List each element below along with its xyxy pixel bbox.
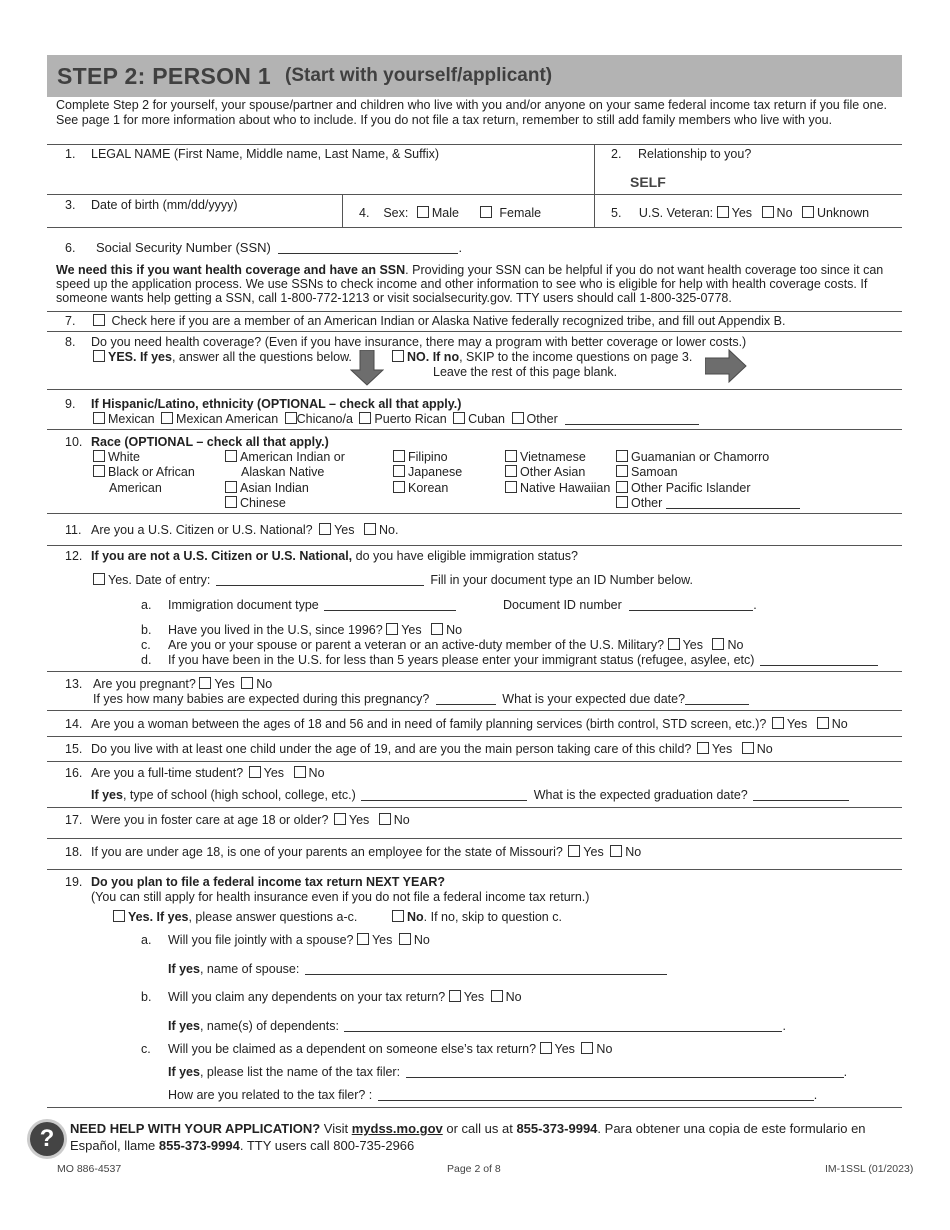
race-white-checkbox[interactable] xyxy=(93,450,105,462)
tax-filer-relationship-input[interactable] xyxy=(378,1088,814,1101)
tribe-checkbox[interactable] xyxy=(93,314,105,326)
ethnicity-cuban-checkbox[interactable] xyxy=(453,412,465,424)
relationship-value: SELF xyxy=(630,174,666,190)
coverage-yes-checkbox[interactable] xyxy=(93,350,105,362)
race-asian-indian-checkbox[interactable] xyxy=(225,481,237,493)
tax-filer-name-input[interactable] xyxy=(406,1065,844,1078)
family-planning-yes-checkbox[interactable] xyxy=(772,717,784,729)
sex-female-checkbox[interactable] xyxy=(480,206,492,218)
file-jointly-no-checkbox[interactable] xyxy=(399,933,411,945)
q16-number: 16. xyxy=(65,766,83,780)
school-type-input[interactable] xyxy=(361,788,527,801)
sex-male-checkbox[interactable] xyxy=(417,206,429,218)
claim-dependents-yes-checkbox[interactable] xyxy=(449,990,461,1002)
tax-return-note: (You can still apply for health insurance even if you do not file a federal income tax return.) xyxy=(91,890,590,904)
step-subtitle: (Start with yourself/applicant) xyxy=(285,65,553,86)
child-care-yes-checkbox[interactable] xyxy=(697,742,709,754)
q18-number: 18. xyxy=(65,845,83,859)
help-website-link[interactable]: mydss.mo.gov xyxy=(351,1121,443,1136)
help-question-icon: ? xyxy=(30,1122,64,1156)
arrow-down-icon xyxy=(350,350,384,386)
q17-number: 17. xyxy=(65,813,83,827)
health-coverage-label: Do you need health coverage? (Even if you have insurance, there may a program with better coverage or lower costs.) xyxy=(91,335,747,349)
coverage-no-note: Leave the rest of this page blank. xyxy=(433,365,618,379)
ssn-input[interactable] xyxy=(278,241,458,254)
row-name-relationship xyxy=(47,145,902,195)
help-phone: 855-373-9994 xyxy=(516,1121,598,1136)
row-pregnant: 13. Are you pregnant? Yes No If yes how many babies are expected during this pregnancy? What is your expected due date? xyxy=(47,672,902,711)
race-other-checkbox[interactable] xyxy=(616,496,628,508)
q13-number: 13. xyxy=(65,677,83,691)
spouse-name-input[interactable] xyxy=(305,962,667,975)
row-race: 10. Race (OPTIONAL – check all that apply.) White Black or African American American Indian or Alaskan Native Asian Indian Chinese Filipino Japanese Korean Vietnamese Other Asian Native Hawaiian Guamanian or Chamorro Samoan Other Pacific Islander Other xyxy=(47,430,902,514)
row-child-care: 15. Do you live with at least one child under the age of 19, and are you the main person taking care of this child? Yes No xyxy=(47,737,902,762)
race-chinese-checkbox[interactable] xyxy=(225,496,237,508)
race-other-input[interactable] xyxy=(666,496,800,509)
ethnicity-options: Mexican Mexican American Chicano/a Puerto Rican Cuban Other xyxy=(93,412,699,426)
q6-number: 6. xyxy=(65,241,76,255)
row-tribe xyxy=(47,312,902,332)
form-revision: IM-1SSL (01/2023) xyxy=(825,1163,914,1175)
claimed-dependent-yes-checkbox[interactable] xyxy=(540,1042,552,1054)
date-of-entry-input[interactable] xyxy=(216,573,424,586)
immigration-yes-checkbox[interactable] xyxy=(93,573,105,585)
state-employee-yes-checkbox[interactable] xyxy=(568,845,580,857)
q8-number: 8. xyxy=(65,335,76,349)
ssn-field: Social Security Number (SSN) . xyxy=(96,240,463,255)
citizen-yes-checkbox[interactable] xyxy=(319,523,331,535)
relationship-label: Relationship to you? xyxy=(638,147,752,161)
legal-name-label: LEGAL NAME (First Name, Middle name, Last Name, & Suffix) xyxy=(91,147,440,161)
race-samoan-checkbox[interactable] xyxy=(616,465,628,477)
row-citizen: 11. Are you a U.S. Citizen or U.S. National? Yes No. xyxy=(47,514,902,546)
tribe-label: Check here if you are a member of an American Indian or Alaska Native federally recognized tribe, and fill out Appendix B. xyxy=(111,314,786,328)
race-native-hawaiian-checkbox[interactable] xyxy=(505,481,517,493)
ethnicity-other-input[interactable] xyxy=(565,412,699,425)
ethnicity-puerto-rican-checkbox[interactable] xyxy=(359,412,371,424)
row-health-coverage: 8. Do you need health coverage? (Even if you have insurance, there may a program with better coverage or lower costs.) YES. If yes, answer all the questions below. NO. If no, SKIP to the income questions on page 3. Leave the rest of this page blank. xyxy=(47,332,902,390)
form-page xyxy=(47,55,902,1108)
q2-number: 2. xyxy=(611,147,622,161)
q14-number: 14. xyxy=(65,717,83,731)
veteran-yes-checkbox[interactable] xyxy=(717,206,729,218)
race-filipino-checkbox[interactable] xyxy=(393,450,405,462)
row-tax-return: 19. Do you plan to file a federal income tax return NEXT YEAR? (You can still apply for health insurance even if you do not file a federal income tax return.) Yes. If yes, please answer questions a-c. No. If no, skip to question c. a. Will you file jointly with a spouse? Yes No If yes, name of spouse: b. Will you claim any dependents on your tax return? Yes No If yes, name(s) of dependents: . c. Will you be claimed as a dependent on someone else’s tax return? Yes No If yes, please list the name of the tax filer: . How are you related to the tax filer? : . xyxy=(47,870,902,1108)
race-american-indian-checkbox[interactable] xyxy=(225,450,237,462)
pregnant-no-checkbox[interactable] xyxy=(241,677,253,689)
tax-return-label: Do you plan to file a federal income tax return NEXT YEAR? xyxy=(91,875,446,889)
child-care-no-checkbox[interactable] xyxy=(742,742,754,754)
graduation-date-input[interactable] xyxy=(753,788,849,801)
dependents-names-input[interactable] xyxy=(344,1019,782,1032)
row-student: 16. Are you a full-time student? Yes No If yes, type of school (high school, college, etc.) What is the expected graduation date? xyxy=(47,762,902,808)
immigrant-status-input[interactable] xyxy=(760,653,878,666)
step-title: STEP 2: PERSON 1 xyxy=(57,62,272,89)
foster-care-no-checkbox[interactable] xyxy=(379,813,391,825)
divider xyxy=(594,145,595,194)
student-no-checkbox[interactable] xyxy=(294,766,306,778)
tax-return-yes-checkbox[interactable] xyxy=(113,910,125,922)
veteran-field: 5. U.S. Veteran: Yes No Unknown xyxy=(611,206,870,220)
q9-number: 9. xyxy=(65,397,76,411)
q10-number: 10. xyxy=(65,435,83,449)
q11-number: 11. xyxy=(65,523,82,537)
race-vietnamese-checkbox[interactable] xyxy=(505,450,517,462)
claim-dependents-no-checkbox[interactable] xyxy=(491,990,503,1002)
veteran-no-checkbox[interactable] xyxy=(762,206,774,218)
babies-expected-input[interactable] xyxy=(436,692,496,705)
document-id-input[interactable] xyxy=(629,598,753,611)
q15-number: 15. xyxy=(65,742,83,756)
ethnicity-other-checkbox[interactable] xyxy=(512,412,524,424)
student-yes-checkbox[interactable] xyxy=(249,766,261,778)
coverage-no-checkbox[interactable] xyxy=(392,350,404,362)
veteran-military-yes-checkbox[interactable] xyxy=(668,638,680,650)
page-number: Page 2 of 8 xyxy=(447,1163,501,1175)
ethnicity-label: If Hispanic/Latino, ethnicity (OPTIONAL – check all that apply.) xyxy=(91,397,462,411)
race-korean-checkbox[interactable] xyxy=(393,481,405,493)
q3-number: 3. xyxy=(65,198,76,212)
veteran-unknown-checkbox[interactable] xyxy=(802,206,814,218)
race-black-checkbox[interactable] xyxy=(93,465,105,477)
race-other-pi-checkbox[interactable] xyxy=(616,481,628,493)
file-jointly-yes-checkbox[interactable] xyxy=(357,933,369,945)
due-date-input[interactable] xyxy=(685,692,749,705)
q7-number: 7. xyxy=(65,314,76,328)
ssn-note: We need this if you want health coverage and have an SSN. Providing your SSN can be helpful if you do not want health coverage too since it can speed up the application process. We use SSNs to check income and other information to see who is eligible for help with health coverage costs. If someone wants help getting a SSN, call 1-800-772-1213 or visit socialsecurity.gov. TTY users should call 1-800-325-0778. xyxy=(56,263,884,305)
tax-return-no-checkbox[interactable] xyxy=(392,910,404,922)
row-immigration: 12. If you are not a U.S. Citizen or U.S. National, do you have eligible immigration status? Yes. Date of entry: Fill in your document type an ID Number below. a. Immigration document type Document ID number . b. Have you lived in the U.S, since 1996? Yes No c. Are you or your spouse or parent a veteran or an active-duty member of the U.S. Military? Yes No d. If you have been in the U.S. for less than 5 years please enter your immigrant status (refugee, asylee, etc) xyxy=(47,546,902,672)
divider xyxy=(594,195,595,227)
row-ssn xyxy=(47,228,902,312)
arrow-right-icon xyxy=(705,349,747,383)
lived-since-1996-yes-checkbox[interactable] xyxy=(386,623,398,635)
q19-number: 19. xyxy=(65,875,83,889)
ethnicity-mexican-checkbox[interactable] xyxy=(93,412,105,424)
citizen-no-checkbox[interactable] xyxy=(364,523,376,535)
form-number: MO 886-4537 xyxy=(57,1163,122,1175)
race-label: Race (OPTIONAL – check all that apply.) xyxy=(91,435,329,449)
intro-text: Complete Step 2 for yourself, your spouse/partner and children who live with you and/or anyone on your same federal income tax return if you file one. See page 1 for more information about who to include. If you do not file a tax return, remember to still add family members who live with you. xyxy=(47,97,902,145)
immigration-doc-type-input[interactable] xyxy=(324,598,456,611)
claimed-dependent-no-checkbox[interactable] xyxy=(581,1042,593,1054)
race-other-asian-checkbox[interactable] xyxy=(505,465,517,477)
pregnant-yes-checkbox[interactable] xyxy=(199,677,211,689)
ethnicity-chicano-checkbox[interactable] xyxy=(285,412,297,424)
race-japanese-checkbox[interactable] xyxy=(393,465,405,477)
row-family-planning: 14. Are you a woman between the ages of 18 and 56 and in need of family planning services (birth control, STD screen, etc.)? Yes No xyxy=(47,711,902,737)
foster-care-yes-checkbox[interactable] xyxy=(334,813,346,825)
state-employee-no-checkbox[interactable] xyxy=(610,845,622,857)
ethnicity-mexican-american-checkbox[interactable] xyxy=(161,412,173,424)
row-ethnicity xyxy=(47,390,902,430)
row-dob-sex-veteran xyxy=(47,195,902,228)
divider xyxy=(342,195,343,227)
dob-label: Date of birth (mm/dd/yyyy) xyxy=(91,198,238,212)
row-state-employee: 18. If you are under age 18, is one of your parents an employee for the state of Missouri? Yes No xyxy=(47,839,902,870)
race-guamanian-checkbox[interactable] xyxy=(616,450,628,462)
sex-field: 4. Sex: Male Female xyxy=(359,206,542,220)
q12-number: 12. xyxy=(65,549,83,563)
veteran-military-no-checkbox[interactable] xyxy=(712,638,724,650)
citizen-label: Are you a U.S. Citizen or U.S. National? xyxy=(91,523,313,537)
row-foster-care: 17. Were you in foster care at age 18 or older? Yes No xyxy=(47,808,902,839)
help-text: NEED HELP WITH YOUR APPLICATION? Visit mydss.mo.gov or call us at 855-373-9994. Para obtener una copia de este formulario en Español, llame 855-373-9994. TTY users call 800-735-2966 xyxy=(70,1121,866,1153)
q1-number: 1. xyxy=(65,147,76,161)
lived-since-1996-no-checkbox[interactable] xyxy=(431,623,443,635)
step-header xyxy=(47,55,902,97)
family-planning-no-checkbox[interactable] xyxy=(817,717,829,729)
